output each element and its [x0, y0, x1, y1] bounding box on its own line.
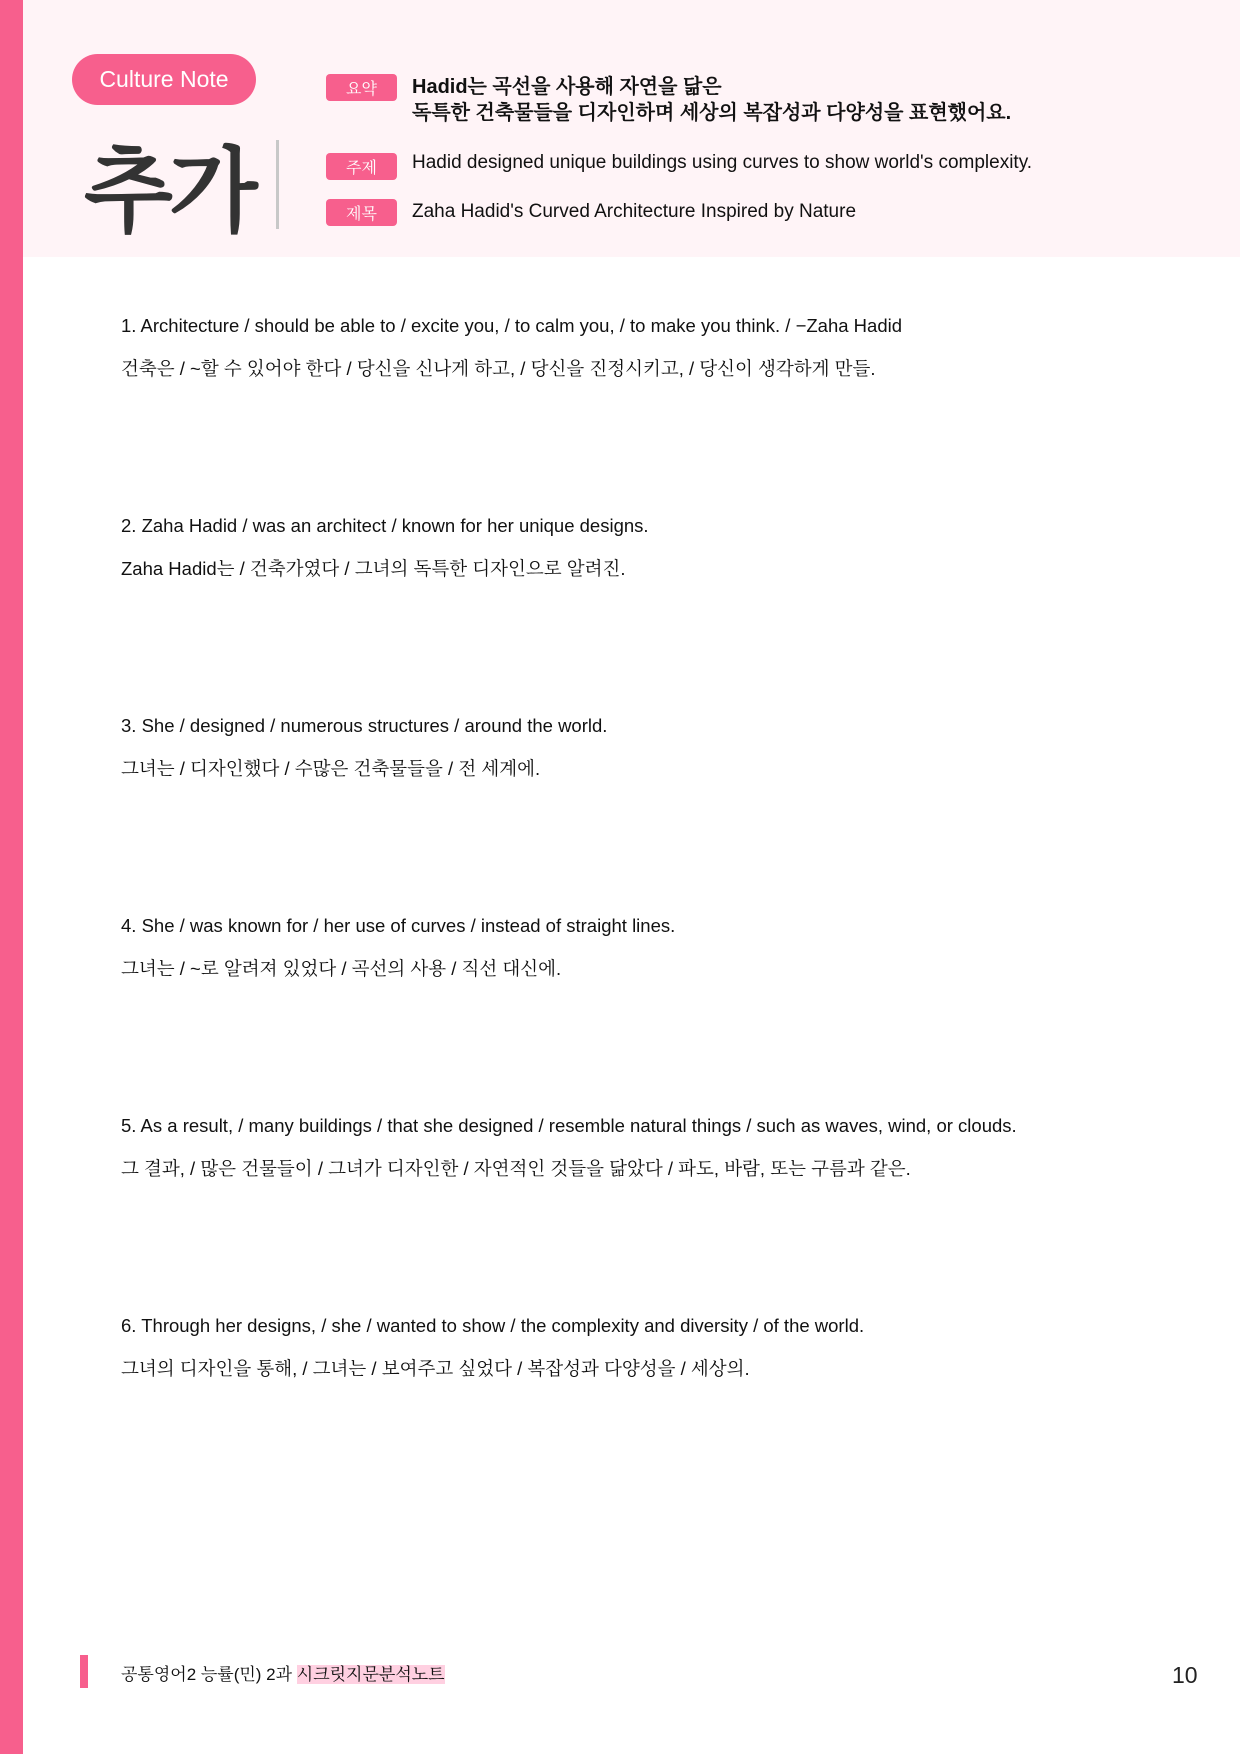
sentence-4-ko: 그녀는 / ~로 알려져 있었다 / 곡선의 사용 / 직선 대신에. — [121, 958, 562, 979]
sentence-6-en: 6. Through her designs, / she / wanted to show / the complexity and diversity / of the world. — [121, 1315, 865, 1336]
sentence-3-en: 3. She / designed / numerous structures / around the world. — [121, 715, 608, 736]
summary-badge: 요약 — [326, 74, 397, 101]
summary-line-2: 독특한 건축물들을 디자인하며 세상의 복잡성과 다양성을 표현했어요. — [412, 102, 1012, 124]
summary-text — [412, 74, 1011, 126]
topic-text: Hadid designed unique buildings using curves to show world's complexity. — [412, 152, 1033, 173]
title-badge: 제목 — [326, 199, 397, 226]
culture-note-pill: Culture Note — [72, 54, 256, 105]
footer-highlight: 시크릿지문분석노트 — [296, 1665, 445, 1684]
divider — [276, 140, 279, 229]
sentence-3-ko: 그녀는 / 디자인했다 / 수많은 건축물들을 / 전 세계에. — [121, 758, 541, 779]
section-title: 추가 — [84, 141, 254, 243]
footer-text — [121, 1660, 445, 1685]
sentence-1-ko: 건축은 / ~할 수 있어야 한다 / 당신을 신나게 하고, / 당신을 진정시키고, / 당신이 생각하게 만들. — [121, 358, 876, 379]
summary-line-1: Hadid는 곡선을 사용해 자연을 닮은 — [412, 76, 722, 98]
sentence-5-en: 5. As a result, / many buildings / that she designed / resemble natural things / such as waves, wind, or clouds. — [121, 1115, 1017, 1136]
sentence-2-en: 2. Zaha Hadid / was an architect / known for her unique designs. — [121, 515, 649, 536]
left-accent-bar — [0, 0, 23, 1754]
sentence-4-en: 4. She / was known for / her use of curves / instead of straight lines. — [121, 915, 676, 936]
topic-badge: 주제 — [326, 153, 397, 180]
footer-accent — [80, 1655, 88, 1688]
title-text: Zaha Hadid's Curved Architecture Inspired by Nature — [412, 201, 857, 222]
sentence-6-ko: 그녀의 디자인을 통해, / 그녀는 / 보여주고 싶었다 / 복잡성과 다양성을 / 세상의. — [121, 1358, 750, 1379]
sentence-2-ko: Zaha Hadid는 / 건축가였다 / 그녀의 독특한 디자인으로 알려진. — [121, 558, 626, 579]
page-number: 10 — [1172, 1662, 1198, 1688]
sentence-1-en: 1. Architecture / should be able to / excite you, / to calm you, / to make you think. / −Zaha Hadid — [121, 315, 903, 336]
sentence-5-ko: 그 결과, / 많은 건물들이 / 그녀가 디자인한 / 자연적인 것들을 닮았다 / 파도, 바람, 또는 구름과 같은. — [121, 1158, 911, 1179]
footer-course: 공통영어2 능률(민) 2과 — [121, 1665, 297, 1684]
